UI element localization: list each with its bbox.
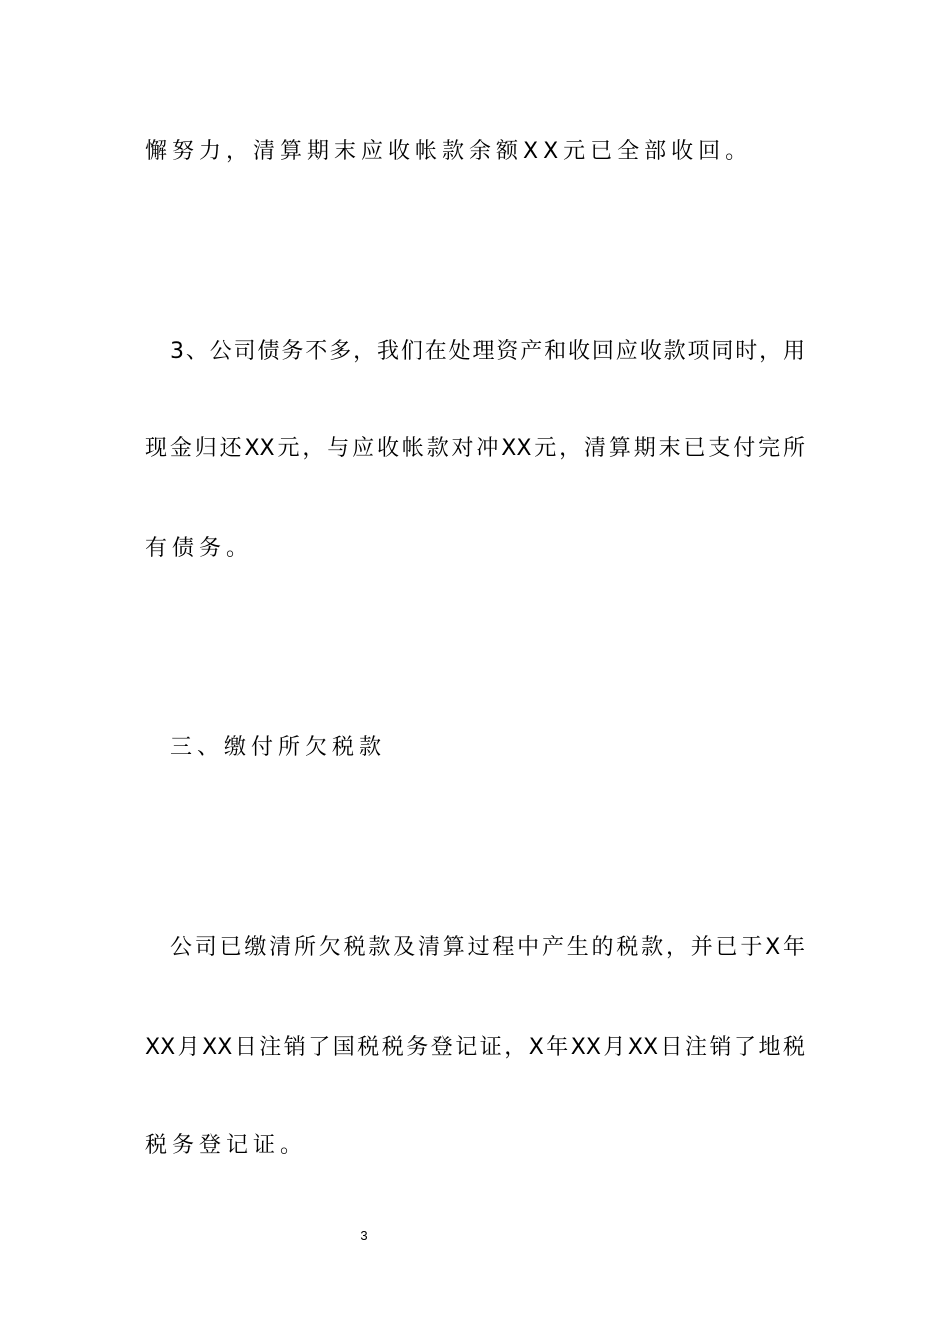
paragraph-line: 有债务。 (145, 536, 254, 561)
paragraph-line: 懈努力，清算期末应收帐款余额XX元已全部收回。 (145, 139, 753, 164)
paragraph-line: 公司已缴清所欠税款及清算过程中产生的税款，并已于X年 (170, 935, 805, 960)
paragraph-line: 3、公司债务不多，我们在处理资产和收回应收款项同时，用 (170, 339, 805, 364)
paragraph-line: 现金归还XX元，与应收帐款对冲XX元，清算期末已支付完所 (145, 436, 805, 461)
paragraph-line: 税务登记证。 (145, 1133, 308, 1158)
paragraph-line: XX月XX日注销了国税税务登记证，X年XX月XX日注销了地税 (145, 1035, 805, 1060)
section-heading: 三、缴付所欠税款 (170, 735, 387, 760)
page-number: 3 (360, 1228, 368, 1243)
